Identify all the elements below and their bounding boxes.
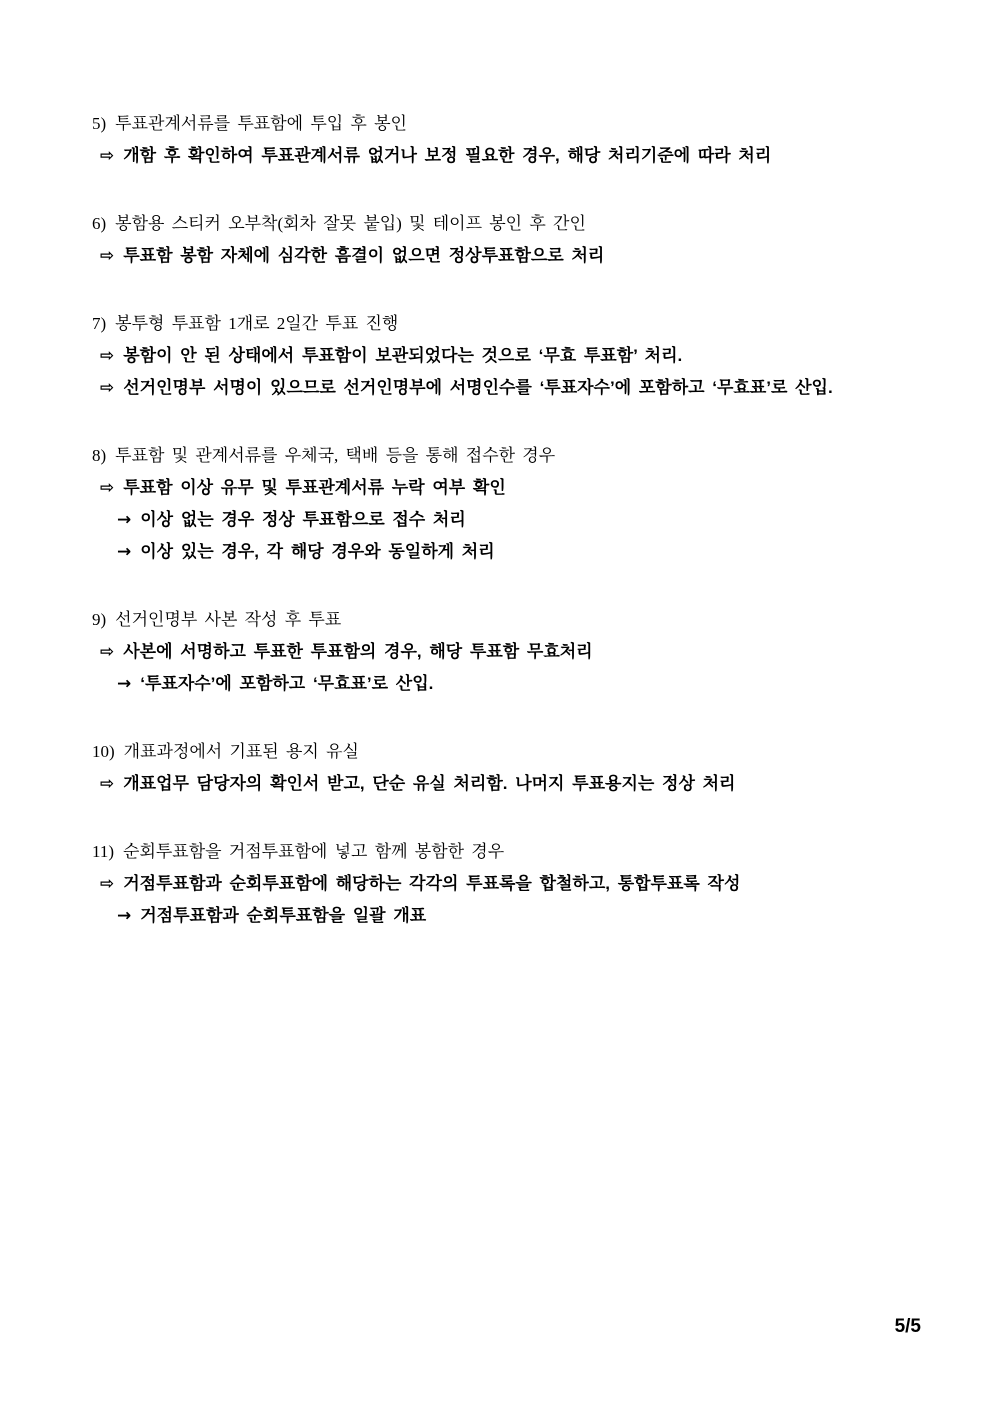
right-arrow-icon: → (117, 906, 132, 926)
detail-line (92, 504, 942, 536)
item-title: 선거인명부 사본 작성 후 투표 (115, 610, 342, 629)
item-title: 봉투형 투표함 1개로 2일간 투표 진행 (115, 314, 399, 333)
white-right-arrow-icon: ⇨ (100, 378, 115, 398)
guidance-line (92, 372, 942, 404)
white-right-arrow-icon: ⇨ (100, 642, 115, 662)
case-item-9 (92, 604, 942, 700)
line-text: 거점투표함과 순회투표함을 일괄 개표 (140, 906, 427, 925)
item-heading (92, 604, 942, 636)
guidance-line (92, 340, 942, 372)
guidance-line (92, 636, 942, 668)
line-text: 봉함이 안 된 상태에서 투표함이 보관되었다는 것으로 ‘무효 투표함’ 처리. (123, 346, 683, 365)
guidance-line (92, 240, 942, 272)
case-item-11 (92, 836, 942, 932)
case-item-6 (92, 208, 942, 272)
item-title: 개표과정에서 기표된 용지 유실 (123, 742, 359, 761)
item-title: 투표관계서류를 투표함에 투입 후 봉인 (115, 114, 407, 133)
item-number: 11) (92, 842, 115, 861)
detail-line (92, 668, 942, 700)
document-body (92, 108, 942, 968)
item-number: 10) (92, 742, 115, 761)
item-heading (92, 308, 942, 340)
item-heading (92, 108, 942, 140)
right-arrow-icon: → (117, 542, 132, 562)
item-title: 봉함용 스티커 오부착(회차 잘못 붙입) 및 테이프 봉인 후 간인 (115, 214, 586, 233)
page-number: 5/5 (894, 1316, 921, 1337)
detail-line (92, 900, 942, 932)
item-heading (92, 440, 942, 472)
white-right-arrow-icon: ⇨ (100, 346, 115, 366)
white-right-arrow-icon: ⇨ (100, 146, 115, 166)
item-number: 5) (92, 114, 107, 133)
item-number: 6) (92, 214, 107, 233)
line-text: ‘투표자수’에 포함하고 ‘무효표’로 산입. (140, 674, 434, 693)
case-item-10 (92, 736, 942, 800)
item-number: 9) (92, 610, 107, 629)
right-arrow-icon: → (117, 510, 132, 530)
white-right-arrow-icon: ⇨ (100, 874, 115, 894)
item-heading (92, 208, 942, 240)
line-text: 사본에 서명하고 투표한 투표함의 경우, 해당 투표함 무효처리 (123, 642, 593, 661)
item-title: 투표함 및 관계서류를 우체국, 택배 등을 통해 접수한 경우 (115, 446, 556, 465)
item-heading (92, 736, 942, 768)
case-item-8 (92, 440, 942, 568)
guidance-line (92, 140, 942, 172)
line-text: 이상 있는 경우, 각 해당 경우와 동일하게 처리 (140, 542, 495, 561)
case-item-7 (92, 308, 942, 404)
line-text: 개표업무 담당자의 확인서 받고, 단순 유실 처리함. 나머지 투표용지는 정상 처리 (123, 774, 736, 793)
guidance-line (92, 472, 942, 504)
item-heading (92, 836, 942, 868)
line-text: 투표함 이상 유무 및 투표관계서류 누락 여부 확인 (123, 478, 506, 497)
detail-line (92, 536, 942, 568)
item-number: 8) (92, 446, 107, 465)
line-text: 투표함 봉함 자체에 심각한 흠결이 없으면 정상투표함으로 처리 (123, 246, 605, 265)
white-right-arrow-icon: ⇨ (100, 246, 115, 266)
item-number: 7) (92, 314, 107, 333)
white-right-arrow-icon: ⇨ (100, 478, 115, 498)
case-item-5 (92, 108, 942, 172)
line-text: 선거인명부 서명이 있으므로 선거인명부에 서명인수를 ‘투표자수’에 포함하고 ‘무효표’로 산입. (123, 378, 833, 397)
line-text: 거점투표함과 순회투표함에 해당하는 각각의 투표록을 합철하고, 통합투표록 작성 (123, 874, 741, 893)
guidance-line (92, 768, 942, 800)
line-text: 이상 없는 경우 정상 투표함으로 접수 처리 (140, 510, 466, 529)
right-arrow-icon: → (117, 674, 132, 694)
guidance-line (92, 868, 942, 900)
line-text: 개함 후 확인하여 투표관계서류 없거나 보정 필요한 경우, 해당 처리기준에 따라 처리 (123, 146, 772, 165)
white-right-arrow-icon: ⇨ (100, 774, 115, 794)
item-title: 순회투표함을 거점투표함에 넣고 함께 봉함한 경우 (123, 842, 505, 861)
